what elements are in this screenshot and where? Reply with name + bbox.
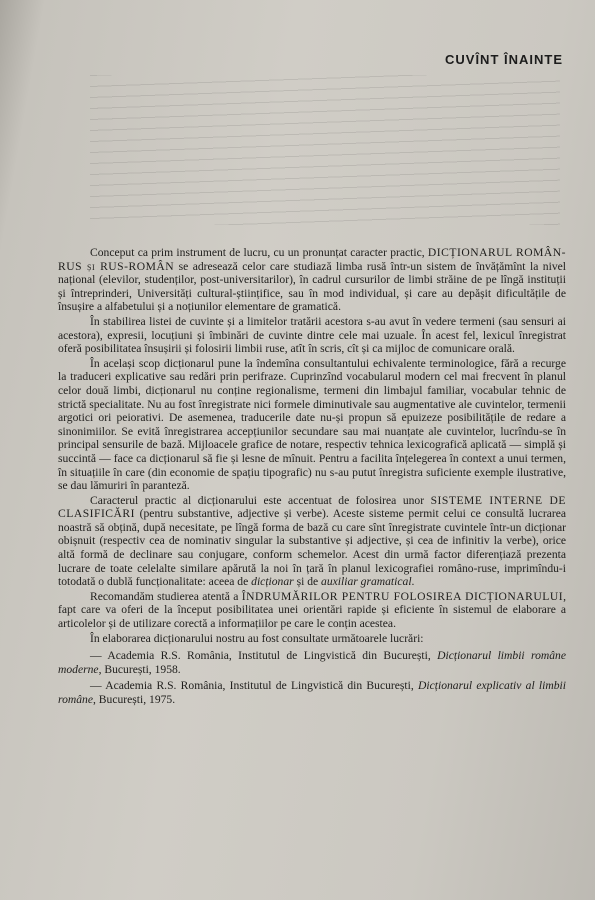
paragraph-1-end: se adresează celor care studiază limba rusă într-un sistem de învățămînt la nivel național (elevilor, studenților, post-universitarilor), în cadrul cursurilor de limbi străine de pe lîngă instituții și întreprinderi, Universități cultural-științifice, sau în mod individual, și care au depășit dificultățile de însușire a alfabetului și a noțiunilor elementare de gramatică. [58, 259, 566, 314]
paragraph-4-final: . [411, 575, 415, 589]
reference-2-title: Dicționarul explicativ al limbii române [58, 679, 566, 706]
paragraph-3: În același scop dicționarul pune la îndemîna consultantului echivalente terminologice, fără a recurge la traduceri explicative sau redări prin perifraze. Cuprinzînd vocabularul modern cel mai frecvent în planul celor două limbi, dicționarul nu conține regionalisme, termeni din limbajul familiar, vocabular tehnic de strictă specialitate. Nu au fost înregistrate nici formele diminutivale sau augmentative ale cuvintelor, termenii argotici ori peiorativi. De asemenea, traducerile date nu-și propun să epuizeze posibilitățile de redare a sinonimiilor. Se evită înregistrarea accepțiunilor secundare sau mai nuanțate ale cuvintelor, lucrîndu-se în principal sensurile de bază. Mijloacele grafice de notare, respectiv tehnica lexicografică aplicată — simplă și succintă — face ca dicționarul să fie și lesne de mînuit. Pentru a facilita înțelegerea în context a unui termen, în situațiile în care (din economie de spațiu tipografic) nu s-au putut înregistra suficiente exemple ilustrative, se dau lămuriri în paranteză. [58, 356, 566, 493]
paragraph-5-end: , fapt care va oferi de la început posibilitatea unei orientări rapide și eficiente în sistemul de elaborare a articolelor și de utilizare corectă a informațiilor pe care le conțin acestea. [58, 589, 566, 631]
paragraph-5-start: Recomandăm studierea atentă a [90, 589, 242, 603]
paragraph-4-mid: și de [293, 575, 322, 589]
paragraph-4-start: Caracterul practic al dicționarului este accentuat de folosirea unor [90, 493, 431, 507]
classification-systems: SISTEME INTERNE DE CLASIFICĂRI [58, 493, 566, 521]
term-dictionar: dicționar [251, 575, 294, 589]
usage-guidelines: ÎNDRUMĂRILOR PENTRU FOLOSIREA DICȚIONARULUI [241, 589, 564, 603]
term-auxiliar: auxiliar gramatical [321, 575, 412, 589]
paragraph-1 [58, 246, 566, 314]
page-heading: CUVÎNT ÎNAINTE [445, 52, 563, 67]
reference-1-title: Dicționarul limbii române moderne [58, 649, 566, 676]
preface-body [58, 246, 566, 710]
paragraph-4-end: (pentru substantive, adjective și verbe). Aceste sisteme permit celui ce consultă lucrarea noastră să obțină, după necesitate, pe lîngă forma de bază cu care sînt înregistrate cuvintele într-un dicționar obișnuit (respectiv cea de nominativ singular la substantive și adjective, și cea de infinitiv la verbe), orice altă formă de declinare sau conjugare, conform schemelor. Acest din urmă factor diferențiază prezenta lucrare de toate celelalte similare apărută la noi în țară în planul lexicografiei româno-ruse, imprimîndu-i totodată o dublă funcționalitate: aceea de [58, 507, 566, 589]
reference-2-start: — Academia R.S. România, Institutul de Lingvistică din București, [90, 679, 419, 693]
reference-2 [58, 679, 566, 706]
dictionary-title: DICȚIONARUL ROMÂN-RUS și RUS-ROMÂN [58, 246, 566, 273]
paragraph-2: În stabilirea listei de cuvinte și a limitelor tratării acestora s-au avut în vedere termeni (sau sensuri ai acestora), expresii, locuțiuni și îmbinări de cuvinte dintre cele mai uzuale. În acest fel, lexicul înregistrat oferă posibilitatea însușirii și folosirii limbii ruse, atît în scris, cît și ca mijloc de comunicare orală. [58, 314, 566, 356]
reference-1-end: , București, 1958. [98, 662, 181, 676]
references [58, 649, 566, 706]
reference-1 [58, 649, 566, 676]
paragraph-4 [58, 494, 566, 589]
bleed-through-text [90, 75, 560, 225]
paragraph-1-start: Conceput ca prim instrument de lucru, cu un pronunțat caracter practic, [90, 246, 428, 259]
paragraph-6: În elaborarea dicționarului nostru au fost consultate următoarele lucrări: [90, 631, 424, 645]
reference-2-end: , București, 1975. [93, 693, 176, 706]
paragraph-5 [58, 590, 566, 631]
reference-1-start: — Academia R.S. România, Institutul de Lingvistică din București, [90, 649, 438, 663]
